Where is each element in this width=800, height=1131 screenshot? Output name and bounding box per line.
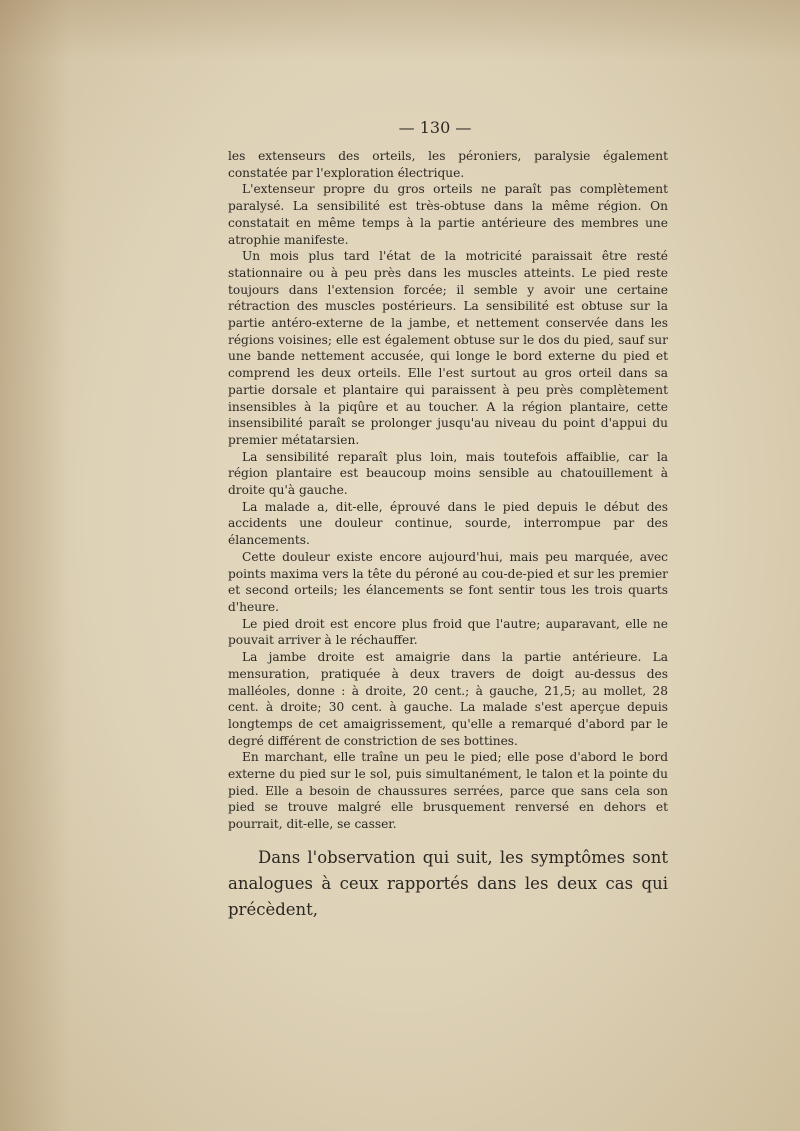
closing-paragraph: Dans l'observation qui suit, les symptômes sont analogues à ceux rapportés dans les deux cas qui précèdent,: [228, 848, 668, 919]
page-top-shadow: [0, 0, 800, 60]
paragraph: Cette douleur existe encore aujourd'hui, mais peu marquée, avec points maxima vers la tête du péroné au cou-de-pied et sur les premier et second orteils; les élancements se font sentir tous les trois quarts d'heure.: [228, 549, 668, 614]
paragraph: La malade a, dit-elle, éprouvé dans le pied depuis le début des accidents une douleur continue, sourde, interrompue par des élancements.: [228, 499, 668, 548]
paragraph: En marchant, elle traîne un peu le pied; elle pose d'abord le bord externe du pied sur le sol, puis simultanément, le talon et la pointe du pied. Elle a besoin de chaussures serrées, parce que sans cela son pied se trouve malgré elle brusquement renversé en dehors et pourrait, dit-elle, se casser.: [228, 750, 668, 832]
page-number: — 130 —: [398, 118, 472, 137]
closing-text: [228, 845, 668, 923]
paragraph: Un mois plus tard l'état de la motricité paraissait être resté stationnaire ou à peu près dans les muscles atteints. Le pied reste toujours dans l'extension forcée; il semble y avoir une certaine rétraction des muscles postérieurs. La sensibilité est obtuse sur la partie antéro-externe de la jambe, et nettement conservée dans les régions voisines; elle est également obtuse sur le dos du pied, sauf sur une bande nettement accusée, qui longe le bord externe du pied et comprend les deux orteils. Elle l'est surtout au gros orteil dans sa partie dorsale et plantaire qui paraissent à peu près complètement insensibles à la piqûre et au toucher. A la région plantaire, cette insensibilité paraît se prolonger jusqu'au niveau du point d'appui du premier métatarsien.: [228, 249, 668, 447]
body-text: [228, 148, 668, 833]
paragraph: La jambe droite est amaigrie dans la partie antérieure. La mensuration, pratiquée à deux travers de doigt au-dessus des malléoles, donne : à droite, 20 cent.; à gauche, 21,5; au mollet, 28 cent. à droite; 30 cent. à gauche. La malade s'est aperçue depuis longtemps de cet amaigrissement, qu'elle a remarqué d'abord par le degré différent de constriction de ses bottines.: [228, 650, 668, 748]
page-edge-shadow: [0, 0, 70, 1131]
paragraph: La sensibilité reparaît plus loin, mais toutefois affaiblie, car la région plantaire est beaucoup moins sensible au chatouillement à droite qu'à gauche.: [228, 449, 668, 498]
paragraph: Le pied droit est encore plus froid que l'autre; auparavant, elle ne pouvait arriver à le réchauffer.: [228, 616, 668, 648]
paragraph: les extenseurs des orteils, les péroniers, paralysie également constatée par l'exploration électrique.: [228, 149, 668, 180]
paragraph: L'extenseur propre du gros orteils ne paraît pas complètement paralysé. La sensibilité est très-obtuse dans la même région. On constatait en même temps à la partie antérieure des membres une atrophie manifeste.: [228, 182, 668, 247]
